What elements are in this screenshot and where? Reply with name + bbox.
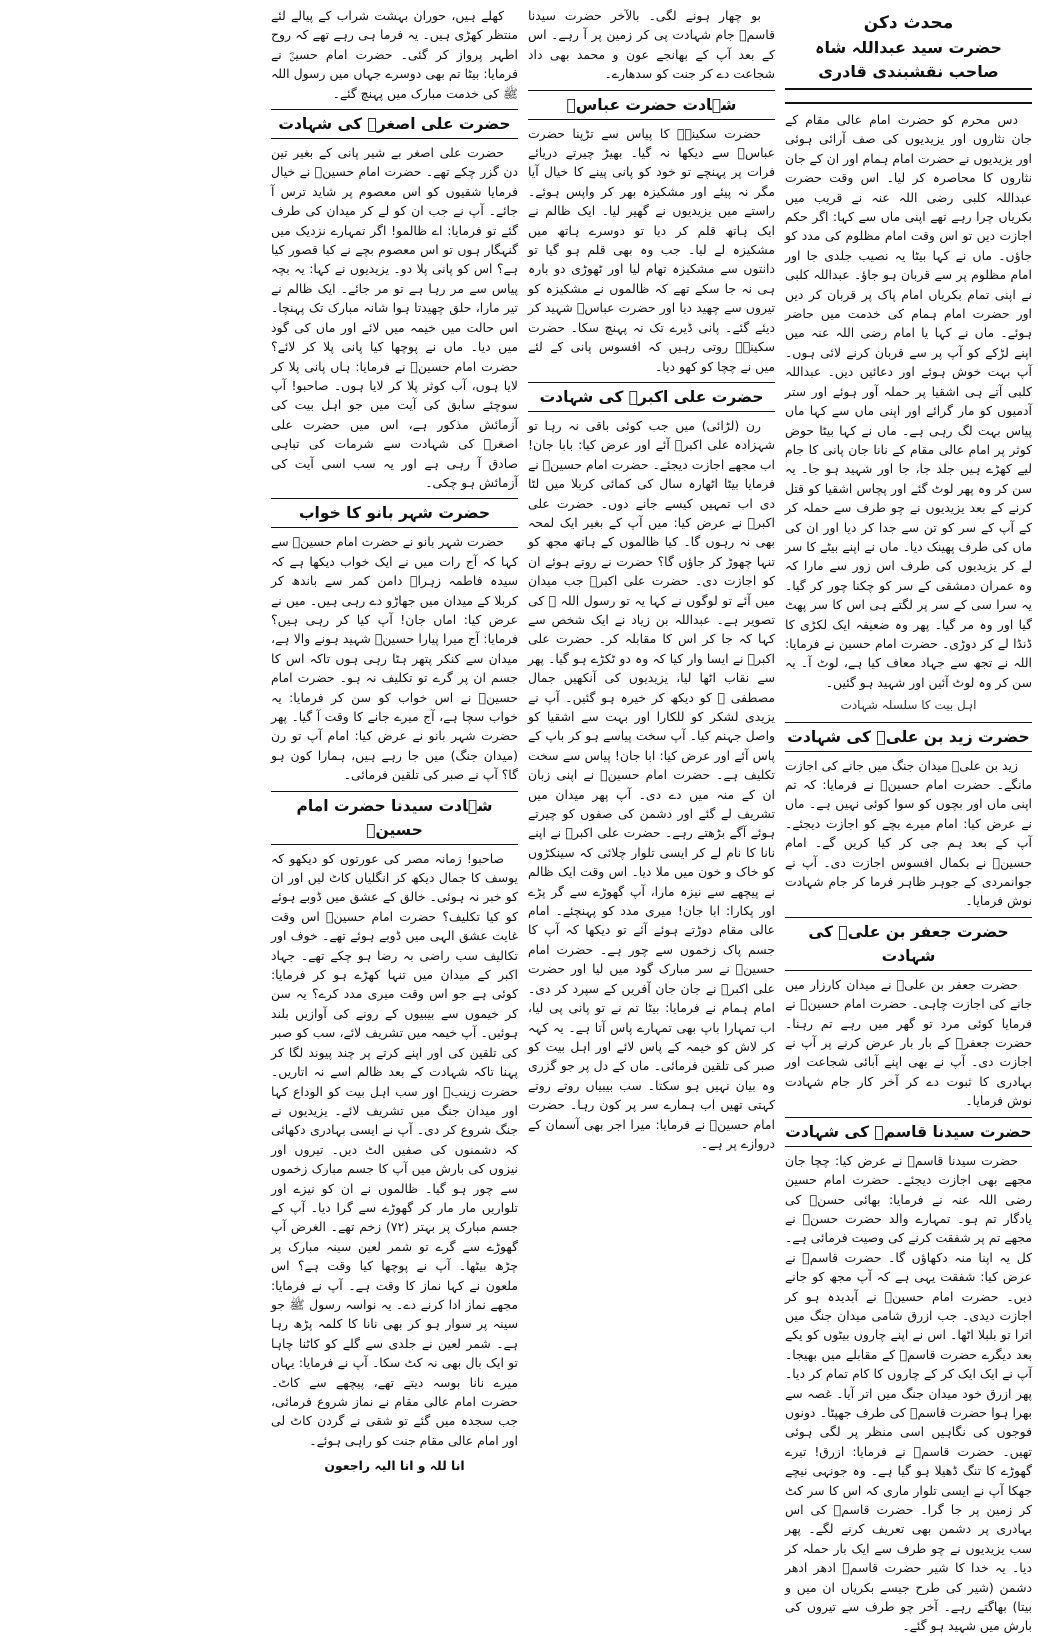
- column-1-body: [785, 110, 1032, 1636]
- section-heading: حضرت سیدنا قاسمؓ کی شہادت: [785, 1117, 1032, 1147]
- section-heading: شہادت سیدنا حضرت امام حسینؓ: [271, 791, 518, 845]
- author-byline: حضرت سید عبداللہ شاہ صاحب نقشبندی قادری: [785, 36, 1032, 90]
- section-heading: حضرت شہر بانو کا خواب: [271, 498, 518, 528]
- column-3-body: [271, 6, 518, 1476]
- paragraph: دس محرم کو حضرت امام عالی مقام کے جان نثاروں اور یزیدیوں کی صف آرائی ہوئی اور یزیدیوں نے حضرت امام ہمام اور ان کے جان نثاروں کا محاصرہ کر لیا۔ اس وقت حضرت عبداللہ کلبی رضی اللہ عنہ نے قریب میں بکریاں چرا رہے تھے اپنی ماں سے کہا: اگر حکم اجازت دیں تو اس وقت امام مظلوم کی مدد کو جاؤں۔ ماں نے کہا بیٹا یہ نصیب جلدی جا اور امام مظلوم پر سے قربان ہو جاؤ۔ عبداللہ کلبی نے اپنی تمام بکریاں امام پاک پر قربان کر دیں اور حضرت امام ہمام کی خدمت میں حاضر ہوئے۔ ماں نے کہا یا امام رضی اللہ عنہ میں اپنے لڑکے کو آپ پر سے قربان کرنے لائی ہوں۔ آپ بہت خوش ہوئے اور دعائیں دیں۔ عبداللہ کلبی آتے ہی اشقیا پر حملہ آور ہوئے اور ستر آدمیوں کو مار گرائے اور اپنی ماں سے کہا ماں پیاس بہت لگ رہی ہے۔ ماں نے کہا بیٹا حوض کوثر پر امام عالی مقام کے نانا جان پانی کا جام لیے کھڑے ہیں جلد جا، جا اور شہید ہو جا۔ یہ سن کر وہ پھر لوٹ گئے اور پچاس اشقیا کو قتل کرنے کے بعد یزیدیوں نے چو طرف سے حملہ کر کے آپ کے سر کو تن سے جدا کر دیا اور ان کی ماں کی طرف پھینک دیا۔ ماں نے اپنے بیٹے کا سر لے کر یزیدیوں کی طرف اس زور سے مارا کہ وہ عمران دمشقی کے سر کو چکنا چور کر گیا۔ یہ سرا سی کے سر پر لگتے ہی اس کا سر پھٹ گیا اور وہ مر گیا۔ پھر وہ ضعیفہ ایک لکڑی کا ڈنڈا لے کر دوڑی۔ حضرت امام حسین نے فرمایا: اللہ نے تجھ سے جہاد معاف کیا ہے، لوٹ آ۔ یہ سن کر وہ لوٹ آئیں اور شہید ہو گئیں۔: [785, 112, 1032, 690]
- section-heading: حضرت جعفر بن علیؓ کی شہادت: [785, 917, 1032, 971]
- section-heading: حضرت علی اصغرؓ کی شہادت: [271, 109, 518, 139]
- section-note: اہل بیت کا سلسلہ شہادت: [840, 698, 977, 713]
- paragraph: حضرت شہر بانو نے حضرت امام حسینؓ سے کہا کہ آج رات میں نے ایک خواب دیکھا ہے کہ سیدہ فاطمہ زہراؓ دامن کمر سے باندھ کر کربلا کے میدان میں جھاڑو دے رہی ہیں۔ میں نے عرض کیا: اماں جان! آپ کیا کر رہی ہیں؟ فرمایا: آج میرا پیارا حسینؓ شہید ہونے والا ہے، میدان سے کنکر پتھر ہٹا رہی ہوں تاکہ اس کا جسم ان پر گرے تو تکلیف نہ ہو۔ حضرت امام حسینؓ نے اس خواب کو سن کر فرمایا: یہ خواب سچا ہے، آج میرے جانے کا وقت آ گیا۔ پھر حضرت شہر بانو نے عرض کیا: امام آپ تو رن (میدان جنگ) میں جا رہے ہیں، ہمارا کون ہو گا؟ آپ نے صبر کی تلقین فرمائی۔: [271, 534, 518, 783]
- column-1: [785, 6, 1032, 1634]
- closing-line: انا للہ و انا الیہ راجعون: [324, 1458, 465, 1474]
- section-heading: شہادت حضرت عباسؓ: [528, 90, 775, 120]
- column-2: [528, 6, 775, 1362]
- column-2-body: [528, 6, 775, 1153]
- divider: [785, 102, 1032, 104]
- paragraph: صاحبو! زمانہ مصر کی عورتوں کو دیکھو کہ یوسف کا جمال دیکھ کر انگلیاں کاٹ لیں اور ان کو خبر نہ ہوئی۔ خالق کے عشق میں ڈوبے ہوئے کو کیا تکلیف؟ حضرت امام حسینؓ اس وقت غایت عشق الہی میں ڈوبے ہوئے تھے۔ خوف اور تکالیف سب راضی بہ رضا ہو چکے تھے۔ جہاد اکبر کے میدان میں تنہا کھڑے ہو کر فرمایا: کوئی ہے جو اس وقت میری مدد کرے؟ یہ سن کر خیموں سے بیبیوں کے رونے کی آوازیں بلند ہوئیں۔ آپ خیمہ میں تشریف لائے، سب کو صبر کی تلقین کی اور اپنے کرتے پر چند پیوند لگا کر پہنا تاکہ شہادت کے بعد ظالم اسے نہ اتاریں۔ حضرت زینبؓ اور سب اہل بیت کو الوداع کہا اور میدان جنگ میں تشریف لائے۔ یزیدیوں نے جنگ شروع کر دی۔ آپ نے ایسی بہادری دکھائی کہ دشمنوں کی صفیں الٹ دیں۔ تیروں اور نیزوں کی بارش میں آپ کا جسم مبارک زخموں سے چور ہو گیا۔ ظالموں نے ان کو نیزے اور تلواریں مار مار کر گھوڑے سے گرا دیا۔ آپ کے جسم مبارک پر بہتر (۷۲) زخم تھے۔ الغرض آپ گھوڑے سے گرے تو شمر لعین سینہ مبارک پر چڑھ بیٹھا۔ آپ نے پوچھا کیا وقت ہے؟ اس ملعون نے کہا نماز کا وقت ہے۔ آپ نے فرمایا: مجھے نماز ادا کرنے دے۔ یہ نواسہ رسول ﷺ جو سینہ پر سوار ہو کر بھی نانا کا کلمہ پڑھ رہا ہے۔ شمر لعین نے جلدی سے گلے کو کاٹنا چاہا تو ایک بال بھی نہ کٹ سکا۔ آپ نے فرمایا: یہاں میرے نانا بوسہ دیتے تھے، پیچھے سے کاٹ۔ حضرت امام عالی مقام نے نماز شروع فرمائی، جب سجدہ میں گئے تو شقی نے گردن کاٹ لی اور امام عالی مقام جنت کو راہی ہوئے۔: [271, 850, 518, 1448]
- column-3: [271, 6, 518, 1474]
- section-heading: حضرت زید بن علیؓ کی شہادت: [785, 722, 1032, 752]
- paragraph: بو چھار ہونے لگی۔ بالآخر حضرت سیدنا قاسمؓ جام شہادت پی کر زمین پر آ رہے۔ اس کے بعد آپ کے بھانجے عون و محمد بھی داد شجاعت دے کر جنت کو سدھارے۔: [528, 8, 775, 82]
- column-4: [14, 6, 261, 1362]
- masthead: [785, 6, 1032, 100]
- page-title: محدث دکن: [863, 13, 954, 33]
- paragraph: حضرت جعفر بن علیؓ نے میدان کارزار میں جانے کی اجازت چاہی۔ حضرت امام حسینؓ نے فرمایا کوئی مرد تو گھر میں رہے تم رہنا۔ حضرت جعفرؓ کے بار بار عرض کرنے پر آپ نے اجازت دی۔ آپ نے بھی اپنے آبائی شجاعت اور بہادری کا ثبوت دے کر آخر کار جام شہادت نوش فرمایا۔: [785, 976, 1032, 1109]
- paragraph: زید بن علیؓ میدان جنگ میں جانے کی اجازت مانگے۔ حضرت امام حسینؓ نے فرمایا: کہ تم اپنی ماں اور بچوں کو سوا کوئی نہیں ہے۔ ماں نے عرض کیا: امام میرے بچے کو اجازت دیجئے۔ آپ کے بعد ہم جی کر کیا کریں گے۔ امام حسینؓ نے بکمال افسوس اجازت دی۔ آپ نے جوانمردی کے جوہر ظاہر فرما کر جام شہادت نوش فرمایا۔: [785, 757, 1032, 909]
- paragraph: حضرت سیدنا قاسمؓ نے عرض کیا: چچا جان مجھے بھی اجازت دیجئے۔ حضرت امام حسین رضی اللہ عنہ نے فرمایا: بھائی حسنؓ کی یادگار تم ہو۔ تمہارے والد حضرت حسنؓ نے مجھے تم پر شفقت کرنے کی وصیت فرمائی ہے۔ کل یہ اپنا منہ دکھاؤں گا۔ حضرت قاسمؓ نے عرض کیا: شفقت یہی ہے کہ آپ مجھ کو جانے دیں۔ حضرت امام حسینؓ نے آبدیدہ ہو کر اجازت دیدی۔ جب ازرق شامی میدان جنگ میں اترا تو بلبلا اٹھا۔ اس نے اپنے چاروں بیٹوں کو یکے بعد دیگرے حضرت قاسمؓ کے مقابلے میں بھیجا۔ آپ نے ایک ایک کر کے چاروں کا کام تمام کر دیا۔ پھر ازرق خود میدان جنگ میں اتر آیا۔ غصہ سے بھرا ہوا حضرت قاسمؓ کی طرف جھپٹا۔ دونوں فوجوں کی نگاہیں اسی منظر پر لگی ہوئی تھیں۔ حضرت قاسمؓ نے فرمایا: ازرق! تیرے گھوڑے کا تنگ ڈھیلا ہو گیا ہے۔ وہ جونہی نیچے جھکا آپ نے ایسی تلوار ماری کہ اس کا سر کٹ کر زمین پر جا گرا۔ حضرت قاسمؓ کی اس بہادری پر دشمن بھی تعریف کرنے لگے۔ پھر سب یزیدیوں نے چو طرف سے ایک بار حملہ کر دیا۔ یہ خدا کا شیر حضرت قاسمؓ ادھر ادھر دشمن (شیر کی طرح جیسے بکریاں ان میں و بیتا) بھاگتے رہے۔ آخر چو طرف سے تیروں کی بارش میں شہید ہو گئے۔: [785, 1152, 1032, 1634]
- paragraph: حضرت علی اصغر بے شیر پانی کے بغیر تین دن گزر چکے تھے۔ حضرت امام حسینؓ نے خیال فرمایا شقیوں کو اس معصوم پر شاید ترس آ جائے۔ آپ نے جب ان کو لے کر میدان کی طرف گئے تو فرمایا: اے ظالمو! اگر تمہارے نزدیک میں گنہگار ہوں تو اس معصوم بچے نے کیا قصور کیا ہے؟ اس کو پانی پلا دو۔ یزیدیوں نے کہا: یہ بچہ پیاس سے مر رہا ہے تو مر جائے۔ ایک ظالم نے تیر مارا، حلق چھیدتا ہوا شانہ مبارک تک پہنچا۔ اس حالت میں خیمہ میں لائے اور ماں کی گود میں دیا۔ ماں نے پوچھا کیا پانی پلا کر لائے؟ حضرت امام حسینؓ نے فرمایا: ہاں پانی پلا کر لایا ہوں، آب کوثر پلا کر لایا ہوں۔ صاحبو! آپ سوچئے سابق کی آیت میں جو اہل بیت کی آزمائش مذکور ہے، اس میں حضرت علی اصغرؓ کی شہادت سے شرمات کی تباہی صادق آ رہی ہے اور یہ سب اسی آیت کی آزمائش ہو چکی۔: [271, 145, 518, 490]
- paragraph: کھلے ہیں، حوران بہشت شراب کے پیالے لئے منتظر کھڑی ہیں۔ یہ فرما ہی رہے تھے کہ روح اطہر پرواز کر گئی۔ حضرت امام حسینؓ نے فرمایا: بیٹا تم بھی دوسرے جہاں میں رسول اللہ ﷺ کی خدمت مبارک میں پہنچ گئے۔: [271, 8, 518, 101]
- paragraph: رن (لڑائی) میں جب کوئی باقی نہ رہا تو شہزادہ علی اکبرؓ آئے اور عرض کیا: بابا جان! اب مجھے اجازت دیجئے۔ حضرت امام حسینؓ نے فرمایا بیٹا اٹھارہ سال کی کمائی کربلا میں لٹا دی اب تمہیں کیسے جانے دوں۔ حضرت علی اکبرؓ نے عرض کیا: میں آپ کے بغیر ایک لمحہ بھی نہ رہوں گا۔ کیا ظالموں کے ہاتھ مجھ کو تنہا چھوڑ کر جاؤں گا؟ حضرت نے روتے ہوئے ان کو اجازت دی۔ حضرت علی اکبرؓ جب میدان میں آئے تو لوگوں نے کہا یہ تو رسول اللہ ﷺ کی تصویر ہے۔ عبداللہ بن زیاد نے ایک شخص سے کہا کہ جا کر اس کا مقابلہ کر۔ حضرت علی اکبرؓ نے ایسا وار کیا کہ وہ دو ٹکڑے ہو گیا۔ پھر سے نقاب اٹھا لیا، یزیدیوں کی آنکھیں جمال مصطفی ﷺ کو دیکھ کر خیرہ ہو گئیں۔ آپ نے یزیدی لشکر کو للکارا اور بہت سے اشقیا کو واصل جہنم کیا۔ آپ سخت پیاسے ہو کر باپ کے پاس آئے اور عرض کیا: ابا جان! پیاس سے سخت تکلیف ہے۔ حضرت امام حسینؓ نے اپنی زبان ان کے منہ میں دے دی۔ آپ پھر میدان میں تشریف لے گئے اور دشمن کی صفوں کو چیرتے ہوئے آگے بڑھتے رہے۔ حضرت علی اکبرؓ نے اپنے نانا کا نام لے کر ایسی تلوار چلائی کہ سینکڑوں کو خاک و خون میں ملا دیا۔ اس وقت ایک ظالم نے پیچھے سے نیزہ مارا، آپ گھوڑے سے گر پڑے اور پکارا: ابا جان! میری مدد کو پہنچئے۔ امام عالی مقام دوڑتے ہوئے آئے تو دیکھا کہ آپ کا جسم پاک زخموں سے چور ہے۔ حضرت امام حسینؓ نے سر مبارک گود میں لیا اور حضرت علی اکبرؓ نے جان جان آفریں کے سپرد کر دی۔ امام ہمام نے فرمایا: بیٹا تم نے تو پانی پی لیا، اب تمہارا باپ بھی تمہارے پاس آتا ہے۔ یہ کہہ کر لاش کو خیمہ کے پاس لائے اور اہل بیت کو صبر کی تلقین فرمائی۔ ماں کے دل پر جو گزری وہ بیان نہیں ہو سکتا۔ سب بیبیاں روتے روتے کہتی تھیں اب ہمارے سر پر کون رہا۔ حضرت امام حسینؓ نے فرمایا: میرا اجر بھی آسمان کے دروازے پر ہے۔: [528, 417, 775, 1151]
- section-heading: حضرت علی اکبرؓ کی شہادت: [528, 382, 775, 412]
- paragraph: حضرت سکینہؓ کا پیاس سے تڑپنا حضرت عباسؓ سے دیکھا نہ گیا۔ بھیڑ چیرتے دریائے فرات پر پہنچے تو خود کو پانی پینے کا خیال آیا مگر نہ پیئے اور مشکیزہ بھر کر واپس ہوئے۔ راستے میں یزیدیوں نے گھیر لیا۔ ایک ظالم نے ایک ہاتھ قلم کر دیا تو دوسرے ہاتھ میں مشکیزہ لے لیا۔ جب وہ بھی قلم ہو گیا تو دانتوں سے مشکیزہ تھام لیا اور ٹھوڑی دو بارہ ہی نہ جا سکے تھے کہ ظالموں نے مشکیزہ کو تیروں سے چھید دیا اور حضرت عباسؓ شہید کر دیئے گئے۔ پانی ڈیرے تک نہ پہنچ سکا۔ حضرت سکینہؓ روتی رہیں کہ افسوس پانی کے لئے میں نے چچا کو کھو دیا۔: [528, 125, 775, 374]
